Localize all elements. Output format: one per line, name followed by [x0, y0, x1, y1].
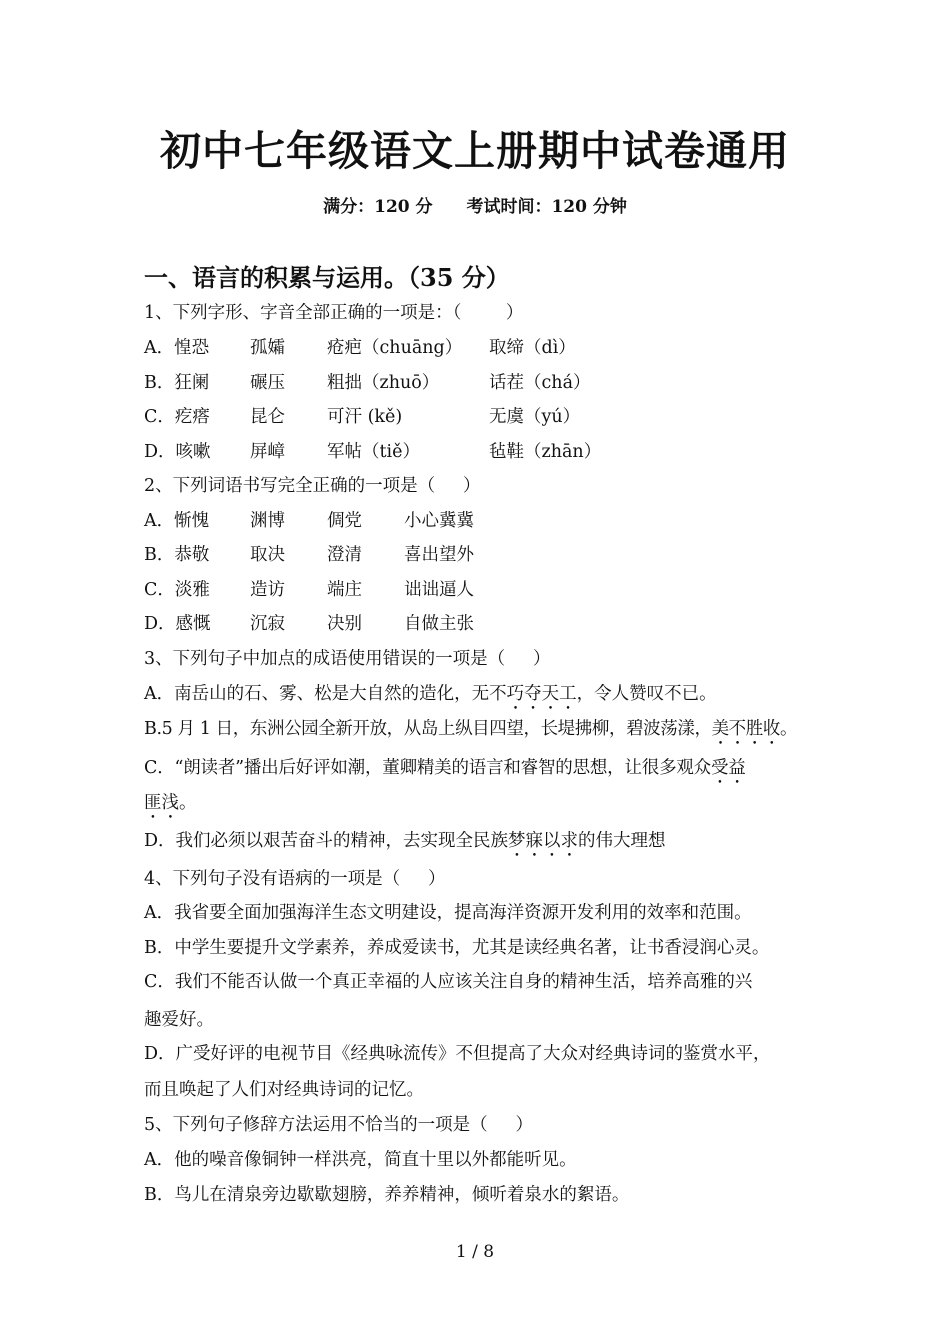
q3-d-dotted-idiom: 梦寐以求 — [508, 831, 579, 851]
q1-c-word3: 可汗 (kě) — [327, 407, 403, 427]
q1-b-word3: 粗拙（zhuō） — [327, 373, 440, 393]
q3-a-text-end: ，令人赞叹不已。 — [576, 684, 717, 704]
q5-option-b: B．鸟儿在清泉旁边歇歇翅膀，养养精神，倾听着泉水的絮语。 — [144, 1185, 630, 1205]
q3-d-text-end: 的伟大理想 — [578, 831, 666, 851]
exam-time: 考试时间：120 分钟 — [466, 197, 627, 217]
q2-c-word4: 诎诎逼人 — [404, 580, 474, 600]
q4-option-d-cont: 而且唤起了人们对经典诗词的记忆。 — [144, 1080, 424, 1100]
page-number: 1 / 8 — [455, 1242, 495, 1262]
q4-option-a: A．我省要全面加强海洋生态文明建设，提高海洋资源开发利用的效率和范围。 — [144, 903, 752, 923]
q1-b-word4: 话茬（chá） — [489, 373, 591, 393]
section-heading: 一、语言的积累与运用。（35 分） — [144, 263, 510, 292]
q2-d-word2: 沉寂 — [250, 614, 285, 634]
q2-a-word2: 渊博 — [250, 511, 285, 531]
page-title: 初中七年级语文上册期中试卷通用 — [160, 127, 790, 175]
q1-c-word4: 无虞（yú） — [489, 407, 581, 427]
q1-a-word3: 疮疤（chuāng） — [327, 338, 463, 358]
q2-a-word4: 小心冀冀 — [404, 511, 474, 531]
q2-d-word3: 决别 — [327, 614, 362, 634]
q2-c-word1: C．淡雅 — [144, 580, 210, 600]
question-1-stem: 1、下列字形、字音全部正确的一项是：（ ） — [144, 303, 524, 323]
q2-c-word2: 造访 — [250, 580, 285, 600]
q3-option-c-cont — [144, 791, 197, 823]
q3-a-dotted-idiom: 巧夺天工 — [506, 684, 577, 704]
q1-d-word4: 毡鞋（zhān） — [489, 442, 602, 462]
question-4-stem: 4、下列句子没有语病的一项是（ ） — [144, 869, 446, 889]
q3-option-a — [144, 682, 717, 714]
q1-c-word2: 昆仑 — [250, 407, 285, 427]
q1-d-word2: 屏嶂 — [250, 442, 285, 462]
exam-info — [0, 192, 950, 217]
q2-a-word1: A．惭愧 — [144, 511, 210, 531]
q3-option-c — [144, 756, 746, 788]
q3-c-dotted-idiom-part1: 受益 — [710, 758, 746, 778]
q5-option-a: A．他的噪音像铜钟一样洪亮，简直十里以外都能听见。 — [144, 1150, 577, 1170]
q3-c-text-end: 。 — [179, 793, 197, 813]
q2-d-word1: D．感慨 — [144, 614, 211, 634]
q2-b-word2: 取决 — [250, 545, 285, 565]
q2-b-word4: 喜出望外 — [404, 545, 474, 565]
q2-a-word3: 倜党 — [327, 511, 362, 531]
q3-d-text: D．我们必须以艰苦奋斗的精神，去实现全民族 — [144, 831, 509, 851]
q1-a-word1: A．惶恐 — [144, 338, 210, 358]
q4-option-c: C．我们不能否认做一个真正幸福的人应该关注自身的精神生活，培养高雅的兴 — [144, 972, 753, 992]
q1-a-word2: 孤孀 — [250, 338, 285, 358]
q2-d-word4: 自做主张 — [404, 614, 474, 634]
q1-d-word1: D．咳嗽 — [144, 442, 211, 462]
full-score: 满分：120 分 — [323, 197, 433, 217]
q4-option-d: D．广受好评的电视节目《经典咏流传》不但提高了大众对经典诗词的鉴赏水平， — [144, 1044, 771, 1064]
q2-c-word3: 端庄 — [327, 580, 362, 600]
q3-a-text: A．南岳山的石、雾、松是大自然的造化，无不 — [144, 684, 507, 704]
q1-c-word1: C．疙瘩 — [144, 407, 210, 427]
q1-a-word4: 取缔（dì） — [489, 338, 576, 358]
q3-b-text: B.5 月 1 日，东洲公园全新开放，从岛上纵目四望，长堤拂柳，碧波荡漾， — [144, 719, 712, 739]
q3-option-d — [144, 829, 666, 861]
q3-b-dotted-idiom: 美不胜收 — [711, 719, 780, 739]
q1-d-word3: 军帖（tiě） — [327, 442, 420, 462]
q4-option-b: B．中学生要提升文学素养，养成爱读书，尤其是读经典名著，让书香浸润心灵。 — [144, 938, 770, 958]
question-5-stem: 5、下列句子修辞方法运用不恰当的一项是（ ） — [144, 1115, 533, 1135]
q2-b-word1: B．恭敬 — [144, 545, 210, 565]
q1-b-word2: 碾压 — [250, 373, 285, 393]
q3-c-dotted-idiom-part2: 匪浅 — [144, 793, 179, 813]
q4-option-c-cont: 趣爱好。 — [144, 1010, 214, 1030]
q3-option-b — [144, 717, 797, 749]
question-2-stem: 2、下列词语书写完全正确的一项是（ ） — [144, 476, 481, 496]
q3-b-text-end: 。 — [779, 719, 798, 739]
q3-c-text: C．“朗读者”播出后好评如潮，董卿精美的语言和睿智的思想，让很多观众 — [144, 758, 711, 778]
q1-b-word1: B．狂阑 — [144, 373, 210, 393]
question-3-stem: 3、下列句子中加点的成语使用错误的一项是（ ） — [144, 649, 551, 669]
q2-b-word3: 澄清 — [327, 545, 362, 565]
